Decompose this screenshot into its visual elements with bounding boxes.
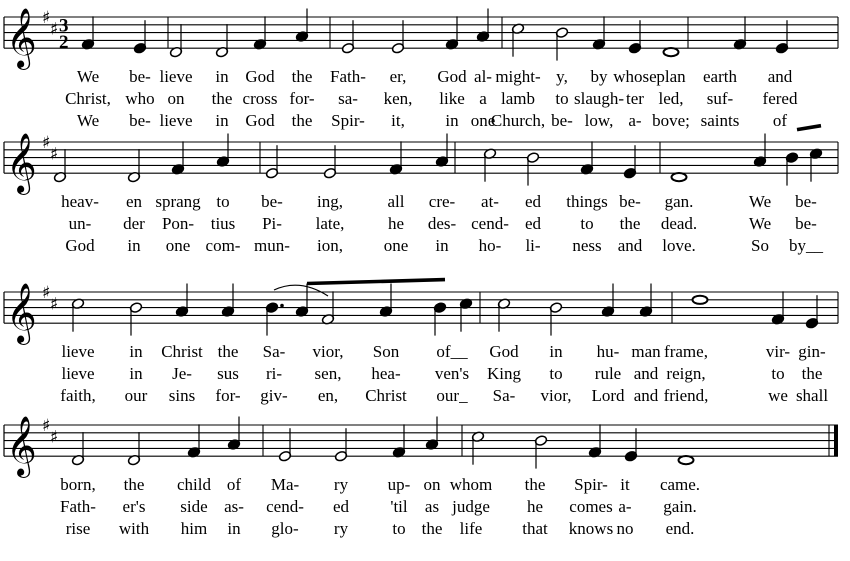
lyric-syllable: lieve xyxy=(159,67,193,86)
treble-clef-icon: 𝄞 xyxy=(6,133,37,194)
lyric-syllable: to xyxy=(580,214,594,233)
lyric-syllable: sa- xyxy=(338,89,358,108)
lyric-syllable: saints xyxy=(700,111,740,130)
lyric-syllable: mun- xyxy=(254,236,290,255)
lyric-syllable: life xyxy=(459,519,483,538)
lyric-syllable: the xyxy=(421,519,443,538)
lyric-syllable: ed xyxy=(524,192,542,211)
lyric-syllable: cend- xyxy=(471,214,509,233)
lyric-verse-1 xyxy=(0,192,850,214)
lyric-syllable: sen, xyxy=(314,364,342,383)
lyric-syllable: ion, xyxy=(317,236,343,255)
lyric-syllable: by xyxy=(590,67,608,86)
lyric-syllable: he xyxy=(526,497,544,516)
lyric-syllable: sus xyxy=(217,364,239,383)
lyric-syllable: to xyxy=(392,519,406,538)
lyric-syllable: it xyxy=(620,475,630,494)
lyric-syllable: suf- xyxy=(706,89,734,108)
lyric-syllable: cend- xyxy=(266,497,304,516)
lyric-syllable: Christ, xyxy=(65,89,111,108)
lyric-syllable: hea- xyxy=(371,364,401,383)
lyric-syllable: bove; xyxy=(652,111,690,130)
lyric-syllable: to xyxy=(549,364,563,383)
lyric-syllable: fered xyxy=(762,89,798,108)
lyric-syllable: be- xyxy=(619,192,641,211)
lyric-verse-1 xyxy=(0,67,850,89)
lyric-syllable: King xyxy=(487,364,521,383)
lyric-syllable: ing, xyxy=(317,192,343,211)
lyric-syllable: led, xyxy=(658,89,684,108)
lyric-syllable: be- xyxy=(261,192,283,211)
lyric-syllable: of__ xyxy=(436,342,468,361)
sharp-icon: ♯ xyxy=(42,283,51,303)
lyric-syllable: Son xyxy=(372,342,400,361)
note-head xyxy=(672,173,687,181)
lyric-syllable: the xyxy=(123,475,145,494)
lyric-syllable: low, xyxy=(584,111,614,130)
lyric-syllable: lieve xyxy=(61,364,95,383)
lyric-syllable: ness xyxy=(572,236,602,255)
lyric-syllable: hu- xyxy=(596,342,620,361)
lyric-syllable: who xyxy=(125,89,155,108)
lyric-syllable: frame, xyxy=(664,342,708,361)
slur xyxy=(274,285,328,296)
lyric-syllable: and xyxy=(617,236,643,255)
lyric-verse-3 xyxy=(0,111,850,133)
lyric-syllable: be- xyxy=(795,192,817,211)
note-head xyxy=(693,296,708,304)
lyric-syllable: for- xyxy=(289,89,315,108)
lyric-syllable: Sa- xyxy=(492,386,516,405)
lyric-verse-3 xyxy=(0,236,850,258)
lyric-syllable: gan. xyxy=(664,192,694,211)
final-barline-thick xyxy=(834,425,838,456)
lyric-syllable: giv- xyxy=(260,386,288,405)
lyric-syllable: a- xyxy=(628,111,642,130)
lyric-syllable: er's xyxy=(122,497,146,516)
lyric-syllable: Pon- xyxy=(161,214,195,233)
lyric-syllable: on xyxy=(423,475,441,494)
lyric-verse-2 xyxy=(0,89,850,111)
lyric-syllable: vior, xyxy=(540,386,572,405)
lyric-syllable: man xyxy=(631,342,661,361)
lyric-syllable: at- xyxy=(481,192,499,211)
lyric-syllable: to xyxy=(555,89,569,108)
sharp-icon: ♯ xyxy=(50,19,59,40)
lyric-syllable: in xyxy=(129,342,143,361)
lyric-syllable: Christ xyxy=(365,386,407,405)
lyric-syllable: vior, xyxy=(312,342,344,361)
lyric-syllable: the xyxy=(801,364,823,383)
lyric-syllable: might- xyxy=(495,67,541,86)
lyric-verse-3 xyxy=(0,519,850,541)
treble-clef-icon: 𝄞 xyxy=(6,8,37,69)
lyric-syllable: of xyxy=(226,475,242,494)
lyric-syllable: one xyxy=(165,236,191,255)
lyric-syllable: Pi- xyxy=(262,214,282,233)
lyric-syllable: be- xyxy=(551,111,573,130)
sharp-icon: ♯ xyxy=(42,8,51,28)
treble-clef-icon: 𝄞 xyxy=(6,283,37,344)
lyric-syllable: a- xyxy=(618,497,632,516)
lyric-syllable: our xyxy=(124,386,148,405)
lyric-syllable: as- xyxy=(224,497,244,516)
sharp-icon: ♯ xyxy=(50,427,59,448)
lyric-syllable: ven's xyxy=(434,364,470,383)
lyric-syllable: the xyxy=(217,342,239,361)
lyric-syllable: lamb xyxy=(501,89,535,108)
lyric-syllable: lieve xyxy=(61,342,95,361)
dot-icon xyxy=(280,304,284,308)
lyric-verse-1 xyxy=(0,342,850,364)
lyric-syllable: ry xyxy=(333,519,349,538)
lyric-syllable: whose xyxy=(613,67,657,86)
lyric-syllable: tius xyxy=(210,214,236,233)
lyric-syllable: al- xyxy=(474,67,492,86)
lyric-syllable: judge xyxy=(452,497,490,516)
lyric-syllable: faith, xyxy=(60,386,96,405)
time-signature-top: 3 xyxy=(59,15,69,37)
lyric-syllable: ed xyxy=(524,214,542,233)
lyric-syllable: be- xyxy=(129,111,151,130)
lyric-syllable: a xyxy=(479,89,487,108)
lyric-syllable: We xyxy=(748,192,772,211)
lyric-verse-2 xyxy=(0,497,850,519)
note-beam xyxy=(307,280,445,284)
lyric-syllable: 'til xyxy=(390,497,408,516)
lyric-syllable: our_ xyxy=(436,386,468,405)
lyric-syllable: he xyxy=(387,214,405,233)
lyric-syllable: the xyxy=(211,89,233,108)
lyric-syllable: heav- xyxy=(61,192,99,211)
lyric-syllable: like xyxy=(439,89,465,108)
lyric-syllable: that xyxy=(522,519,548,538)
time-signature-bottom: 2 xyxy=(59,32,69,54)
lyric-syllable: glo- xyxy=(271,519,299,538)
lyric-syllable: the xyxy=(524,475,546,494)
sharp-icon: ♯ xyxy=(42,416,51,436)
lyric-syllable: We xyxy=(76,67,100,86)
lyric-syllable: up- xyxy=(387,475,411,494)
lyric-syllable: dead. xyxy=(660,214,698,233)
lyric-syllable: gain. xyxy=(663,497,697,516)
lyric-syllable: ter xyxy=(626,89,644,108)
lyric-syllable: on xyxy=(167,89,185,108)
lyric-syllable: We xyxy=(748,214,772,233)
lyric-syllable: be- xyxy=(129,67,151,86)
lyric-syllable: cre- xyxy=(428,192,456,211)
lyric-syllable: y, xyxy=(556,67,568,86)
lyric-syllable: shall xyxy=(795,386,829,405)
lyric-verse-1 xyxy=(0,475,850,497)
lyric-syllable: in xyxy=(215,67,229,86)
lyric-syllable: in xyxy=(215,111,229,130)
sharp-icon: ♯ xyxy=(50,294,59,315)
lyric-syllable: to xyxy=(771,364,785,383)
lyric-syllable: ry xyxy=(333,475,349,494)
lyric-syllable: the xyxy=(619,214,641,233)
lyric-syllable: knows xyxy=(568,519,614,538)
lyric-syllable: and xyxy=(633,386,659,405)
lyric-syllable: God xyxy=(65,236,95,255)
lyric-syllable: as xyxy=(424,497,440,516)
lyric-syllable: love. xyxy=(662,236,696,255)
lyric-syllable: in xyxy=(435,236,449,255)
lyric-syllable: God xyxy=(245,67,275,86)
lyric-syllable: to xyxy=(216,192,230,211)
lyric-verse-2 xyxy=(0,214,850,236)
lyric-syllable: God xyxy=(245,111,275,130)
lyric-syllable: sins xyxy=(168,386,196,405)
lyric-syllable: ri- xyxy=(265,364,283,383)
lyric-verse-2 xyxy=(0,364,850,386)
treble-clef-icon: 𝄞 xyxy=(6,416,37,477)
lyric-syllable: in xyxy=(445,111,459,130)
lyric-syllable: in xyxy=(129,364,143,383)
lyric-syllable: comes xyxy=(569,497,613,516)
lyric-syllable: Fath- xyxy=(60,497,96,516)
lyric-syllable: Ma- xyxy=(270,475,300,494)
lyric-syllable: Je- xyxy=(172,364,192,383)
lyric-syllable: der xyxy=(123,214,145,233)
lyric-syllable: un- xyxy=(68,214,92,233)
lyric-syllable: en xyxy=(125,192,143,211)
lyric-syllable: er, xyxy=(389,67,407,86)
lyric-syllable: late, xyxy=(315,214,345,233)
lyric-syllable: reign, xyxy=(666,364,706,383)
lyric-syllable: him xyxy=(180,519,208,538)
lyric-syllable: the xyxy=(291,111,313,130)
sharp-icon: ♯ xyxy=(42,133,51,153)
lyric-syllable: Sa- xyxy=(262,342,286,361)
lyric-syllable: side xyxy=(180,497,208,516)
lyric-syllable: born, xyxy=(60,475,96,494)
lyric-syllable: one xyxy=(383,236,409,255)
lyric-syllable: ken, xyxy=(383,89,413,108)
lyric-syllable: earth xyxy=(703,67,737,86)
lyric-syllable: whom xyxy=(449,475,493,494)
lyric-syllable: rise xyxy=(65,519,91,538)
lyric-syllable: Spir- xyxy=(574,475,608,494)
lyric-syllable: no xyxy=(616,519,634,538)
lyric-syllable: lieve xyxy=(159,111,193,130)
lyric-syllable: things xyxy=(566,192,608,211)
lyric-syllable: sprang xyxy=(155,192,201,211)
lyric-syllable: friend, xyxy=(663,386,709,405)
lyric-syllable: Fath- xyxy=(330,67,366,86)
lyric-syllable: the xyxy=(291,67,313,86)
lyric-syllable: be- xyxy=(795,214,817,233)
lyric-syllable: Christ xyxy=(161,342,203,361)
lyric-syllable: and xyxy=(633,364,659,383)
lyric-syllable: li- xyxy=(525,236,541,255)
lyric-verse-3 xyxy=(0,386,850,408)
lyric-syllable: des- xyxy=(427,214,457,233)
lyric-syllable: So xyxy=(751,236,769,255)
lyric-syllable: end. xyxy=(665,519,695,538)
lyric-syllable: vir- xyxy=(765,342,791,361)
lyric-syllable: in xyxy=(549,342,563,361)
lyric-syllable: it, xyxy=(391,111,405,130)
sharp-icon: ♯ xyxy=(50,144,59,165)
lyric-syllable: slaugh- xyxy=(573,89,625,108)
lyric-syllable: en, xyxy=(317,386,339,405)
lyric-syllable: with xyxy=(118,519,150,538)
lyric-syllable: God xyxy=(489,342,519,361)
lyric-syllable: Church, xyxy=(490,111,546,130)
lyric-syllable: and xyxy=(767,67,793,86)
lyric-syllable: We xyxy=(76,111,100,130)
lyric-syllable: gin- xyxy=(798,342,826,361)
lyric-syllable: ho- xyxy=(478,236,502,255)
lyric-syllable: Lord xyxy=(591,386,625,405)
lyric-syllable: in xyxy=(127,236,141,255)
lyric-syllable: rule xyxy=(594,364,622,383)
note-head xyxy=(664,48,679,56)
lyric-syllable: cross xyxy=(242,89,278,108)
lyric-syllable: for- xyxy=(215,386,241,405)
lyric-syllable: came. xyxy=(659,475,701,494)
lyric-syllable: plan xyxy=(656,67,686,86)
lyric-syllable: ed xyxy=(332,497,350,516)
lyric-syllable: by__ xyxy=(789,236,823,255)
lyric-syllable: one xyxy=(470,111,496,130)
lyric-syllable: com- xyxy=(205,236,241,255)
lyric-syllable: child xyxy=(177,475,211,494)
note-head xyxy=(679,456,694,464)
lyric-syllable: Spir- xyxy=(331,111,365,130)
lyric-syllable: of xyxy=(772,111,788,130)
lyric-syllable: we xyxy=(768,386,788,405)
lyric-syllable: in xyxy=(227,519,241,538)
lyric-syllable: God xyxy=(437,67,467,86)
lyric-syllable: all xyxy=(387,192,405,211)
